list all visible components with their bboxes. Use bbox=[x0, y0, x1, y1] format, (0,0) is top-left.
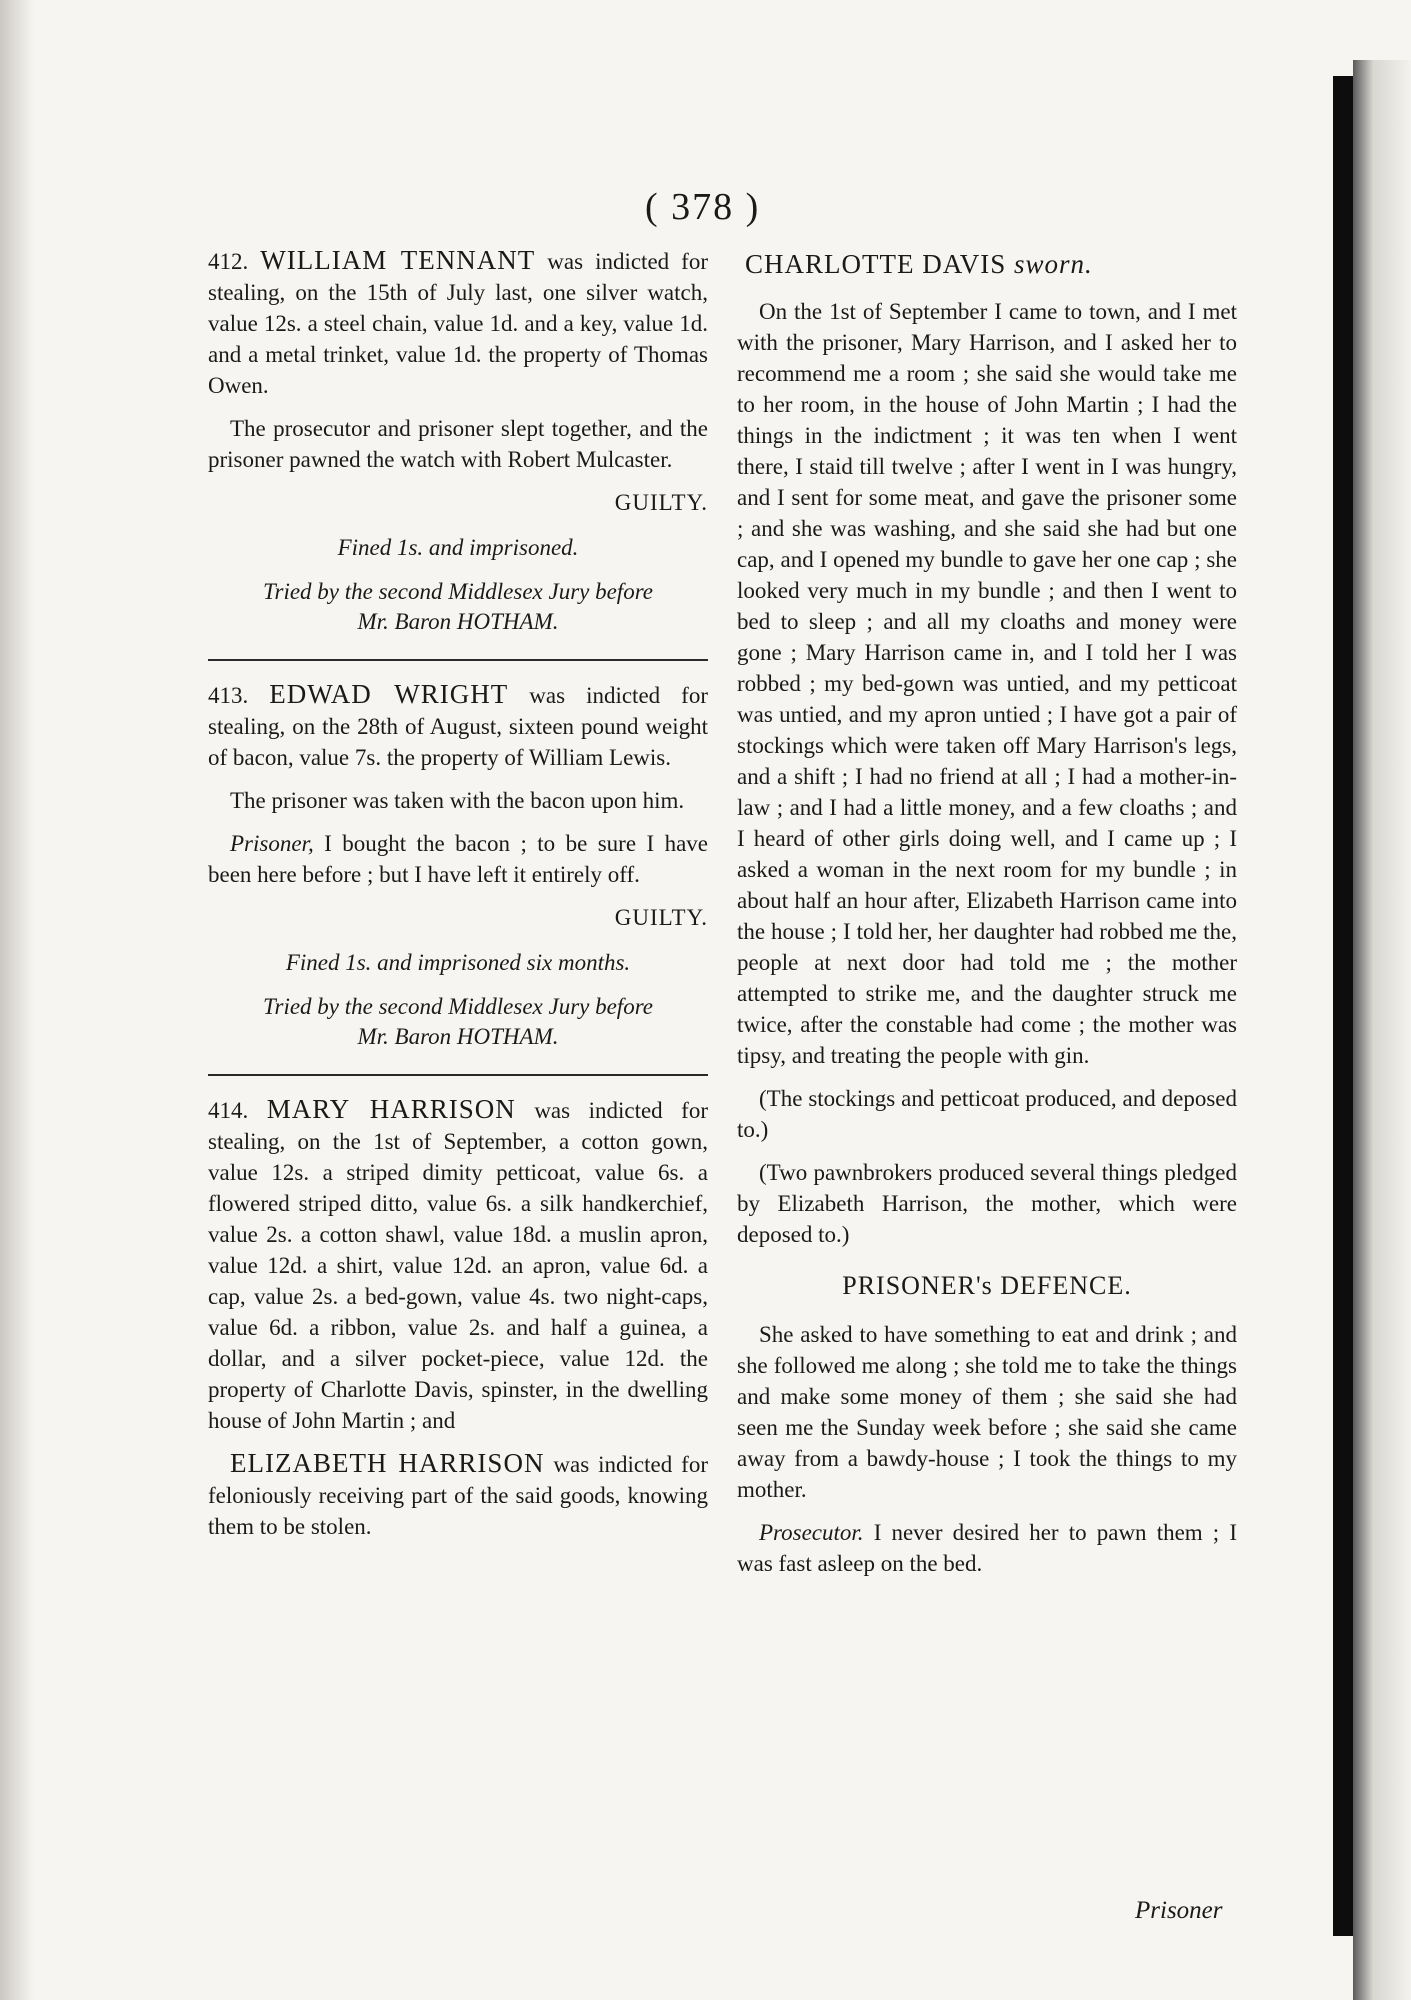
sworn-label: sworn. bbox=[1014, 249, 1093, 279]
case-412-sentence: Fined 1s. and imprisoned. bbox=[337, 535, 579, 560]
case-number: 414. bbox=[208, 1098, 249, 1123]
right-column bbox=[737, 245, 1237, 1591]
case-414-second-indictment bbox=[208, 1448, 708, 1542]
indictment-text: was indicted for stealing, on the 15th of July last, one silver watch, value 12s. a steel chain, value 1d. and a key, value 1d. and a metal trinket, value 1d. the property of Thomas Owen. bbox=[208, 249, 708, 398]
case-412-indictment bbox=[208, 245, 708, 401]
case-413-sentence: Fined 1s. and imprisoned six months. bbox=[285, 950, 631, 975]
case-413-prisoner-statement bbox=[208, 828, 708, 890]
indictment-text: was indicted for stealing, on the 28th of August, sixteen pound weight of bacon, value 7s. the property of William Lewis. bbox=[208, 683, 708, 770]
case-number: 413. bbox=[208, 683, 249, 708]
defendant-name: WILLIAM TENNANT bbox=[260, 245, 536, 275]
witness-testimony: On the 1st of September I came to town, and I met with the prisoner, Mary Harrison, and I asked her to recommend me a room ; she said she would take me to her room, in the house of John Martin ; I had the things in the indictment ; it was ten when I went there, I staid till twelve ; after I went in I was hungry, and I sent for some meat, and gave the prisoner some ; and she was washing, and she said she had but one cap, and I opened my bundle to gave her one cap ; she looked very much in my bundle ; and then I went to bed to sleep ; and all my cloaths and money were gone ; Mary Harrison came in, and I told her I was robbed ; my bed-gown was untied, and my petticoat was untied, and my apron untied ; I have got a pair of stockings which were taken off Mary Harrison's legs, and a shift ; I had no friend at all ; I had a mother-in-law ; and I had a little money, and a few cloaths ; and I heard of other girls doing well, and I came up ; I asked a woman in the next room for my bundle ; in about half an hour after, Elizabeth Harrison came into the house ; I told her, her daughter had robbed me the, people at next door had told me ; the mother attempted to strike me, and the daughter struck me twice, after the constable had come ; the mother was tipsy, and treating the people with gin. bbox=[737, 299, 1237, 1068]
reply-text: I never desired her to pawn them ; I was fast asleep on the bed. bbox=[737, 1520, 1237, 1576]
gutter-shadow bbox=[1353, 60, 1411, 2000]
trial-judge-line: Mr. Baron HOTHAM. bbox=[357, 1024, 559, 1049]
case-412-verdict: GUILTY. bbox=[614, 490, 708, 515]
indictment-text: was indicted for stealing, on the 1st of September, a cotton gown, value 12s. a striped dimity petticoat, value 6s. a flowered striped ditto, value 6s. a silk handkerchief, value 2s. a cotton shawl, value 18d. a muslin apron, value 12d. a shirt, value 12d. an apron, value 6d. a cap, value 2s. a bed-gown, value 4s. two night-caps, value 6d. a ribbon, value 2s. and half a guinea, a dollar, and a silver pocket-piece, value 12d. the property of Charlotte Davis, spinster, in the dwelling house of John Martin ; and bbox=[208, 1098, 708, 1433]
trial-jury-line: Tried by the second Middlesex Jury before bbox=[262, 994, 654, 1019]
speaker-label: Prisoner, bbox=[230, 831, 314, 856]
case-number: 412. bbox=[208, 249, 249, 274]
page-number: ( 378 ) bbox=[645, 186, 761, 228]
section-divider bbox=[208, 659, 708, 661]
evidence-produced-note: (The stockings and petticoat produced, and deposed to.) bbox=[737, 1086, 1237, 1142]
defence-text: She asked to have something to eat and drink ; and she followed me along ; she told me to take the things and make some money of them ; she said she had seen me the Sunday week before ; she said she came away from a bawdy-house ; I took the things to my mother. bbox=[737, 1322, 1237, 1502]
trial-jury-line: Tried by the second Middlesex Jury before bbox=[262, 579, 654, 604]
case-413-verdict: GUILTY. bbox=[614, 905, 708, 930]
case-413-trial bbox=[208, 992, 708, 1052]
defendant-name: EDWAD WRIGHT bbox=[269, 679, 509, 709]
case-412-trial bbox=[208, 577, 708, 637]
left-column bbox=[208, 245, 708, 1554]
prosecutor-reply bbox=[737, 1517, 1237, 1579]
case-414-indictment bbox=[208, 1094, 708, 1436]
trial-judge-line: Mr. Baron HOTHAM. bbox=[357, 609, 559, 634]
speaker-label: Prosecutor. bbox=[759, 1520, 864, 1545]
section-divider bbox=[208, 1074, 708, 1076]
case-413-indictment bbox=[208, 679, 708, 773]
book-spine-shadow bbox=[1333, 76, 1353, 1936]
defence-heading: PRISONER's DEFENCE. bbox=[842, 1271, 1132, 1300]
defendant-name: MARY HARRISON bbox=[266, 1094, 516, 1124]
case-413-evidence: The prisoner was taken with the bacon upon him. bbox=[230, 788, 685, 813]
catchword: Prisoner bbox=[1135, 1897, 1223, 1924]
page-edge-shadow bbox=[0, 0, 34, 2000]
witness-name: CHARLOTTE DAVIS bbox=[745, 249, 1007, 279]
witness-heading bbox=[745, 249, 1237, 280]
case-412-evidence: The prosecutor and prisoner slept together, and the prisoner pawned the watch with Robert Mulcaster. bbox=[208, 416, 708, 472]
defendant-name: ELIZABETH HARRISON bbox=[230, 1448, 545, 1478]
pawnbrokers-note: (Two pawnbrokers produced several things pledged by Elizabeth Harrison, the mother, which were deposed to.) bbox=[737, 1160, 1237, 1247]
statement-text: I bought the bacon ; to be sure I have been here before ; but I have left it entirely off. bbox=[208, 831, 708, 887]
indictment-text: was indicted for feloniously receiving part of the said goods, knowing them to be stolen. bbox=[208, 1452, 708, 1539]
